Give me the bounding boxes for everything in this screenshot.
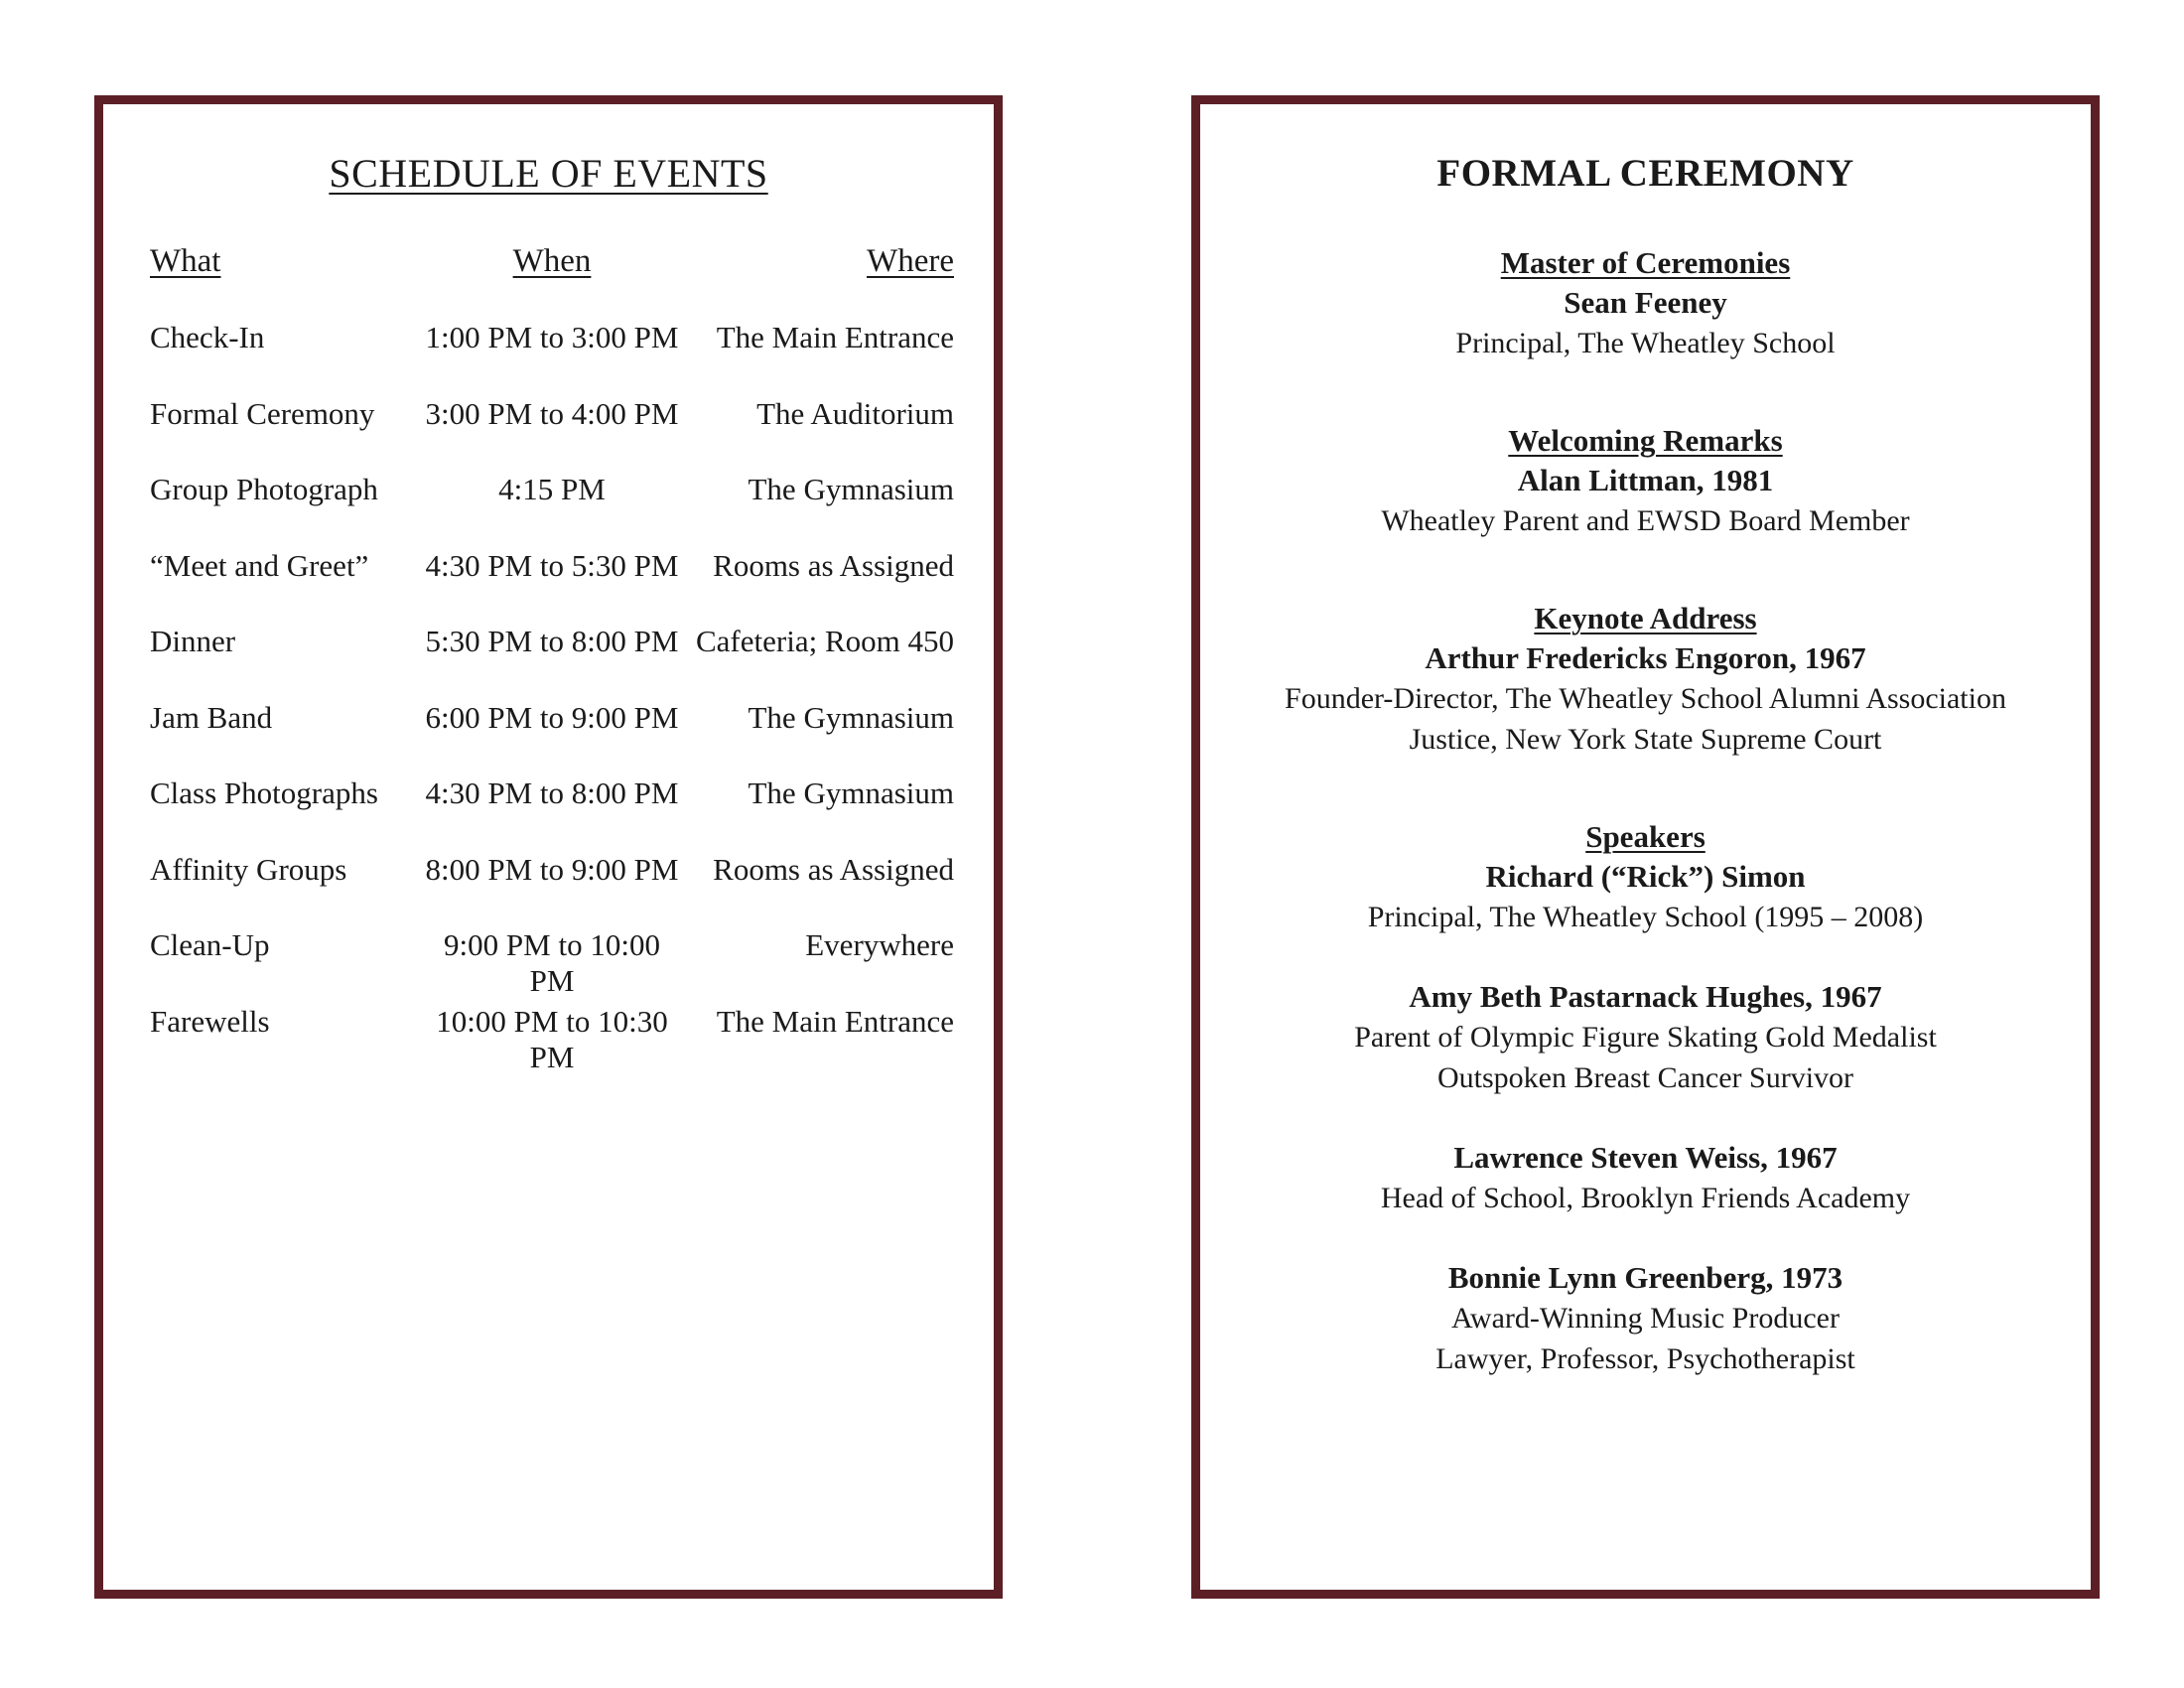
event-when: 6:00 PM to 9:00 PM: [425, 699, 679, 735]
person-title: Award-Winning Music Producer: [1451, 1302, 1840, 1335]
speaker-entry: [1200, 1138, 2091, 1218]
event-what: Affinity Groups: [150, 851, 347, 887]
event-what: Class Photographs: [150, 775, 378, 810]
keynote-address-section: [1200, 599, 2091, 760]
event-where: The Gymnasium: [748, 699, 954, 735]
table-row: [150, 624, 954, 700]
table-row: [150, 852, 954, 928]
section-heading: Welcoming Remarks: [1508, 423, 1783, 458]
speaker-entry: [1200, 1258, 2091, 1379]
person-title: Lawyer, Professor, Psychotherapist: [1435, 1342, 1855, 1375]
event-when: 5:30 PM to 8:00 PM: [425, 624, 679, 658]
speaker-entry: [1200, 977, 2091, 1098]
person-title: Wheatley Parent and EWSD Board Member: [1381, 504, 1910, 537]
speaker-entry: [1200, 857, 2091, 937]
event-when: 10:00 PM to 10:30 PM: [436, 1003, 668, 1074]
person-name: Bonnie Lynn Greenberg, 1973: [1447, 1260, 1843, 1295]
event-what: Formal Ceremony: [150, 395, 375, 431]
schedule-panel: [94, 95, 1003, 1599]
table-row: [150, 700, 954, 776]
table-row: [150, 548, 954, 625]
table-row: [150, 396, 954, 473]
table-row: [150, 472, 954, 548]
person-title: Principal, The Wheatley School (1995 – 2008): [1367, 901, 1924, 933]
person-name: Amy Beth Pastarnack Hughes, 1967: [1409, 979, 1882, 1014]
section-heading: Master of Ceremonies: [1500, 245, 1791, 280]
table-row: [150, 927, 954, 1004]
master-of-ceremonies-section: [1200, 243, 2091, 363]
person-name: Sean Feeney: [1564, 285, 1727, 320]
event-where: Rooms as Assigned: [713, 851, 954, 887]
event-what: Dinner: [150, 624, 236, 658]
person-title: Parent of Olympic Figure Skating Gold Medalist: [1354, 1021, 1937, 1054]
event-where: Cafeteria; Room 450: [696, 624, 954, 658]
event-where: Everywhere: [805, 927, 954, 962]
event-when: 3:00 PM to 4:00 PM: [425, 395, 679, 431]
section-heading: Keynote Address: [1534, 601, 1757, 635]
event-where: The Gymnasium: [748, 472, 954, 506]
table-row: [150, 320, 954, 396]
person-title: Justice, New York State Supreme Court: [1409, 723, 1882, 756]
ceremony-panel: [1191, 95, 2100, 1599]
schedule-title: SCHEDULE OF EVENTS: [329, 151, 768, 196]
header-when: When: [512, 243, 592, 279]
section-heading: Speakers: [1585, 819, 1706, 854]
person-name: Lawrence Steven Weiss, 1967: [1453, 1140, 1838, 1175]
person-name: Richard (“Rick”) Simon: [1485, 859, 1806, 894]
table-row: [150, 775, 954, 852]
person-title: Founder-Director, The Wheatley School Alumni Association: [1285, 682, 2006, 715]
event-where: The Main Entrance: [716, 320, 954, 354]
person-name: Alan Littman, 1981: [1517, 463, 1774, 497]
event-when: 1:00 PM to 3:00 PM: [425, 320, 679, 354]
event-when: 8:00 PM to 9:00 PM: [425, 851, 679, 887]
event-where: The Gymnasium: [748, 775, 954, 810]
schedule-table: [150, 243, 954, 1079]
event-where: Rooms as Assigned: [713, 547, 954, 583]
event-what: “Meet and Greet”: [150, 547, 369, 583]
person-title: Head of School, Brooklyn Friends Academy: [1380, 1182, 1911, 1214]
event-what: Jam Band: [150, 699, 273, 735]
welcoming-remarks-section: [1200, 421, 2091, 541]
event-where: The Main Entrance: [716, 1003, 954, 1039]
event-when: 9:00 PM to 10:00 PM: [444, 927, 660, 998]
ceremony-title: FORMAL CEREMONY: [1436, 152, 1854, 195]
person-name: Arthur Fredericks Engoron, 1967: [1425, 640, 1866, 675]
event-when: 4:30 PM to 8:00 PM: [425, 775, 679, 810]
event-what: Farewells: [150, 1003, 270, 1039]
event-what: Check-In: [150, 320, 265, 354]
event-what: Clean-Up: [150, 927, 270, 962]
person-title: Outspoken Breast Cancer Survivor: [1436, 1061, 1854, 1094]
event-what: Group Photograph: [150, 472, 378, 506]
ceremony-program: [1200, 243, 2091, 1419]
event-when: 4:30 PM to 5:30 PM: [425, 547, 679, 583]
event-when: 4:15 PM: [498, 472, 606, 506]
person-title: Principal, The Wheatley School: [1455, 327, 1836, 359]
table-row: [150, 1004, 954, 1080]
schedule-header-row: [150, 243, 954, 320]
header-where: Where: [867, 243, 954, 279]
event-where: The Auditorium: [756, 395, 954, 431]
header-what: What: [150, 243, 221, 279]
speakers-section: [1200, 817, 2091, 1379]
